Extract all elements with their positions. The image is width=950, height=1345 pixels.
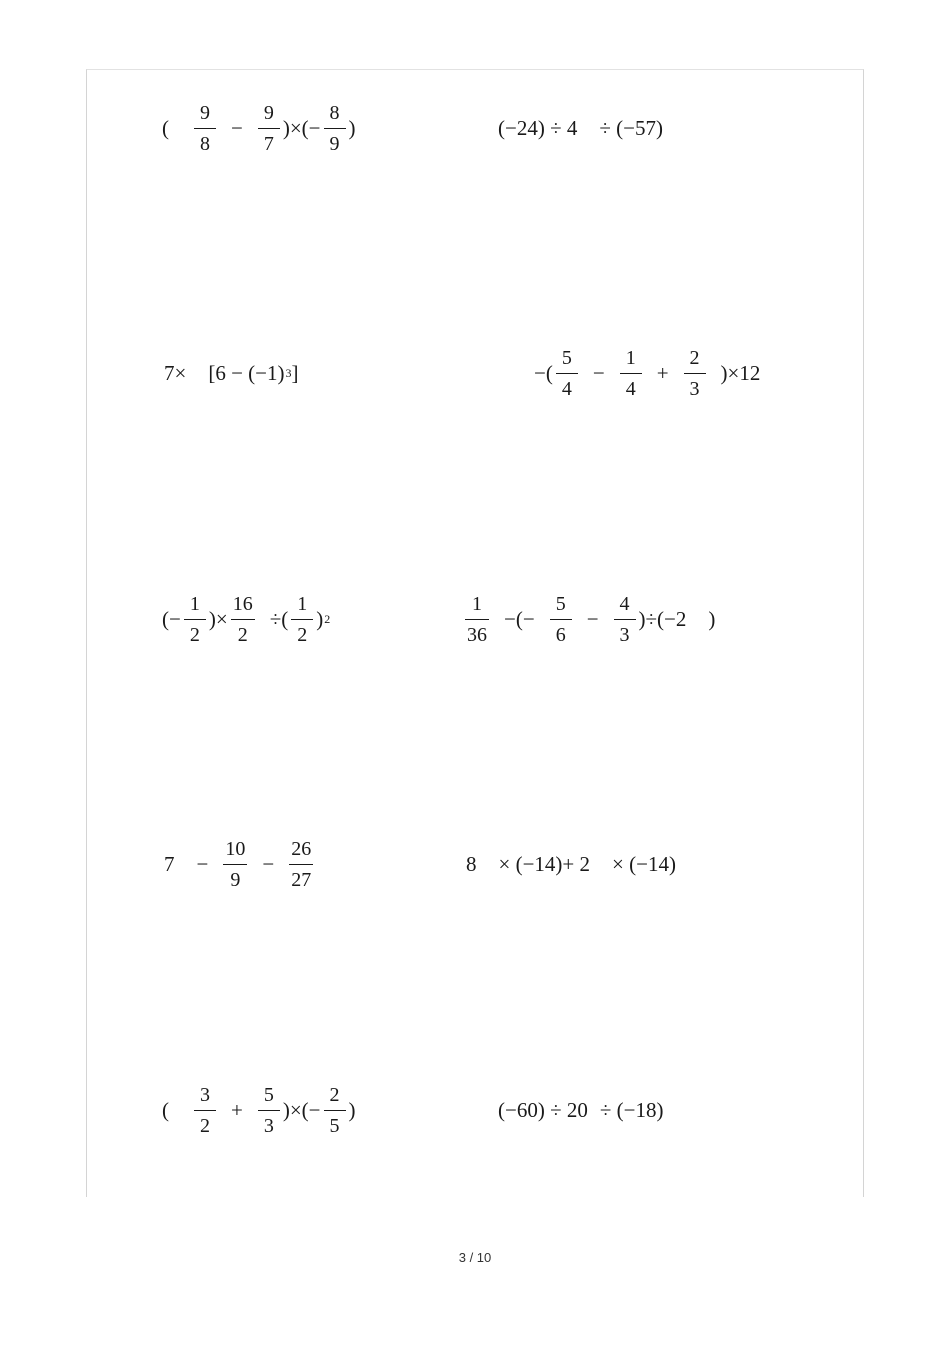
- numerator: 9: [200, 101, 210, 124]
- operator: −: [231, 115, 243, 140]
- open-paren: (: [162, 115, 169, 140]
- fraction: [289, 824, 313, 904]
- close-paren: ): [708, 606, 716, 631]
- fraction: [291, 579, 313, 659]
- denominator: 4: [561, 377, 572, 400]
- numerator: 16: [232, 592, 253, 615]
- fraction: [223, 824, 247, 904]
- numerator: 4: [619, 592, 630, 615]
- denominator: 27: [291, 868, 312, 891]
- fraction: [550, 579, 572, 659]
- operator: )×12: [720, 360, 761, 385]
- numerator: 1: [472, 592, 482, 615]
- open-paren: (−: [162, 606, 181, 631]
- fraction: [684, 333, 706, 413]
- fraction: [556, 333, 578, 413]
- numerator: 9: [263, 101, 274, 124]
- close-paren: ): [348, 115, 356, 140]
- numerator: 1: [625, 346, 636, 369]
- denominator: 2: [237, 623, 248, 646]
- operator: )÷(−2: [638, 606, 687, 631]
- problem-5: [162, 579, 330, 659]
- expression-text: 7×: [164, 360, 187, 385]
- fraction: [258, 88, 280, 168]
- operator: ÷(: [269, 606, 289, 631]
- numerator: 3: [200, 1083, 210, 1106]
- expression-text: (−24) ÷ 4: [498, 115, 578, 140]
- numerator: 1: [189, 592, 200, 615]
- operator: −(−: [504, 606, 535, 631]
- numerator: 5: [561, 346, 572, 369]
- open-paren: −(: [534, 360, 553, 385]
- problem-2: [498, 88, 663, 168]
- denominator: 8: [200, 132, 210, 155]
- page-number: 3 / 10: [458, 1250, 492, 1265]
- operator: )×: [208, 606, 228, 631]
- expression-text: × (−14): [612, 851, 676, 876]
- denominator: 36: [467, 623, 487, 646]
- expression-text: 8: [466, 851, 477, 876]
- exponent: 2: [324, 611, 331, 626]
- problem-9: [162, 1070, 356, 1150]
- fraction: [194, 88, 216, 168]
- denominator: 3: [689, 377, 700, 400]
- denominator: 3: [619, 623, 630, 646]
- fraction: [620, 333, 642, 413]
- fraction: [258, 1070, 280, 1150]
- exponent: 3: [285, 365, 292, 380]
- numerator: 8: [329, 101, 340, 124]
- numerator: 2: [689, 346, 700, 369]
- close-bracket: ]: [291, 360, 299, 385]
- problem-10: [498, 1070, 663, 1150]
- expression-text: ÷ (−57): [599, 115, 663, 140]
- expression-text: [6 − (−1): [208, 360, 285, 385]
- operator: −: [586, 606, 599, 631]
- close-paren: ): [348, 1097, 356, 1122]
- fraction: [614, 579, 636, 659]
- operator: −: [196, 851, 209, 876]
- problem-6: [462, 579, 715, 659]
- numerator: 1: [297, 592, 308, 615]
- numerator: 2: [329, 1083, 340, 1106]
- denominator: 6: [555, 623, 566, 646]
- fraction: [184, 579, 206, 659]
- operator: −: [262, 851, 275, 876]
- denominator: 7: [263, 132, 274, 155]
- problem-4: [534, 333, 760, 413]
- denominator: 2: [200, 1114, 210, 1137]
- operator: +: [656, 360, 669, 385]
- denominator: 9: [329, 132, 340, 155]
- expression-text: × (−14)+ 2: [498, 851, 591, 876]
- operator: )×(−: [282, 115, 321, 140]
- fraction: [324, 1070, 346, 1150]
- denominator: 4: [625, 377, 636, 400]
- expression-text: (−60) ÷ 20: [498, 1097, 588, 1122]
- denominator: 5: [329, 1114, 340, 1137]
- problem-8: [466, 824, 676, 904]
- numerator: 26: [291, 837, 312, 860]
- operator: −: [592, 360, 605, 385]
- numerator: 5: [555, 592, 566, 615]
- problem-7: [164, 824, 316, 904]
- operator: +: [231, 1097, 243, 1122]
- problem-1: [162, 88, 356, 168]
- numerator: 10: [225, 837, 246, 860]
- fraction: [324, 88, 346, 168]
- fraction: [465, 579, 489, 659]
- expression-text: ÷ (−18): [599, 1097, 664, 1122]
- fraction: [194, 1070, 216, 1150]
- close-paren: ): [316, 606, 324, 631]
- operator: )×(−: [282, 1097, 321, 1122]
- problem-3: [164, 333, 299, 413]
- denominator: 9: [230, 868, 241, 891]
- fraction: [231, 579, 255, 659]
- open-paren: (: [162, 1097, 169, 1122]
- denominator: 2: [189, 623, 200, 646]
- denominator: 3: [263, 1114, 274, 1137]
- expression-text: 7: [164, 851, 175, 876]
- numerator: 5: [263, 1083, 274, 1106]
- denominator: 2: [297, 623, 308, 646]
